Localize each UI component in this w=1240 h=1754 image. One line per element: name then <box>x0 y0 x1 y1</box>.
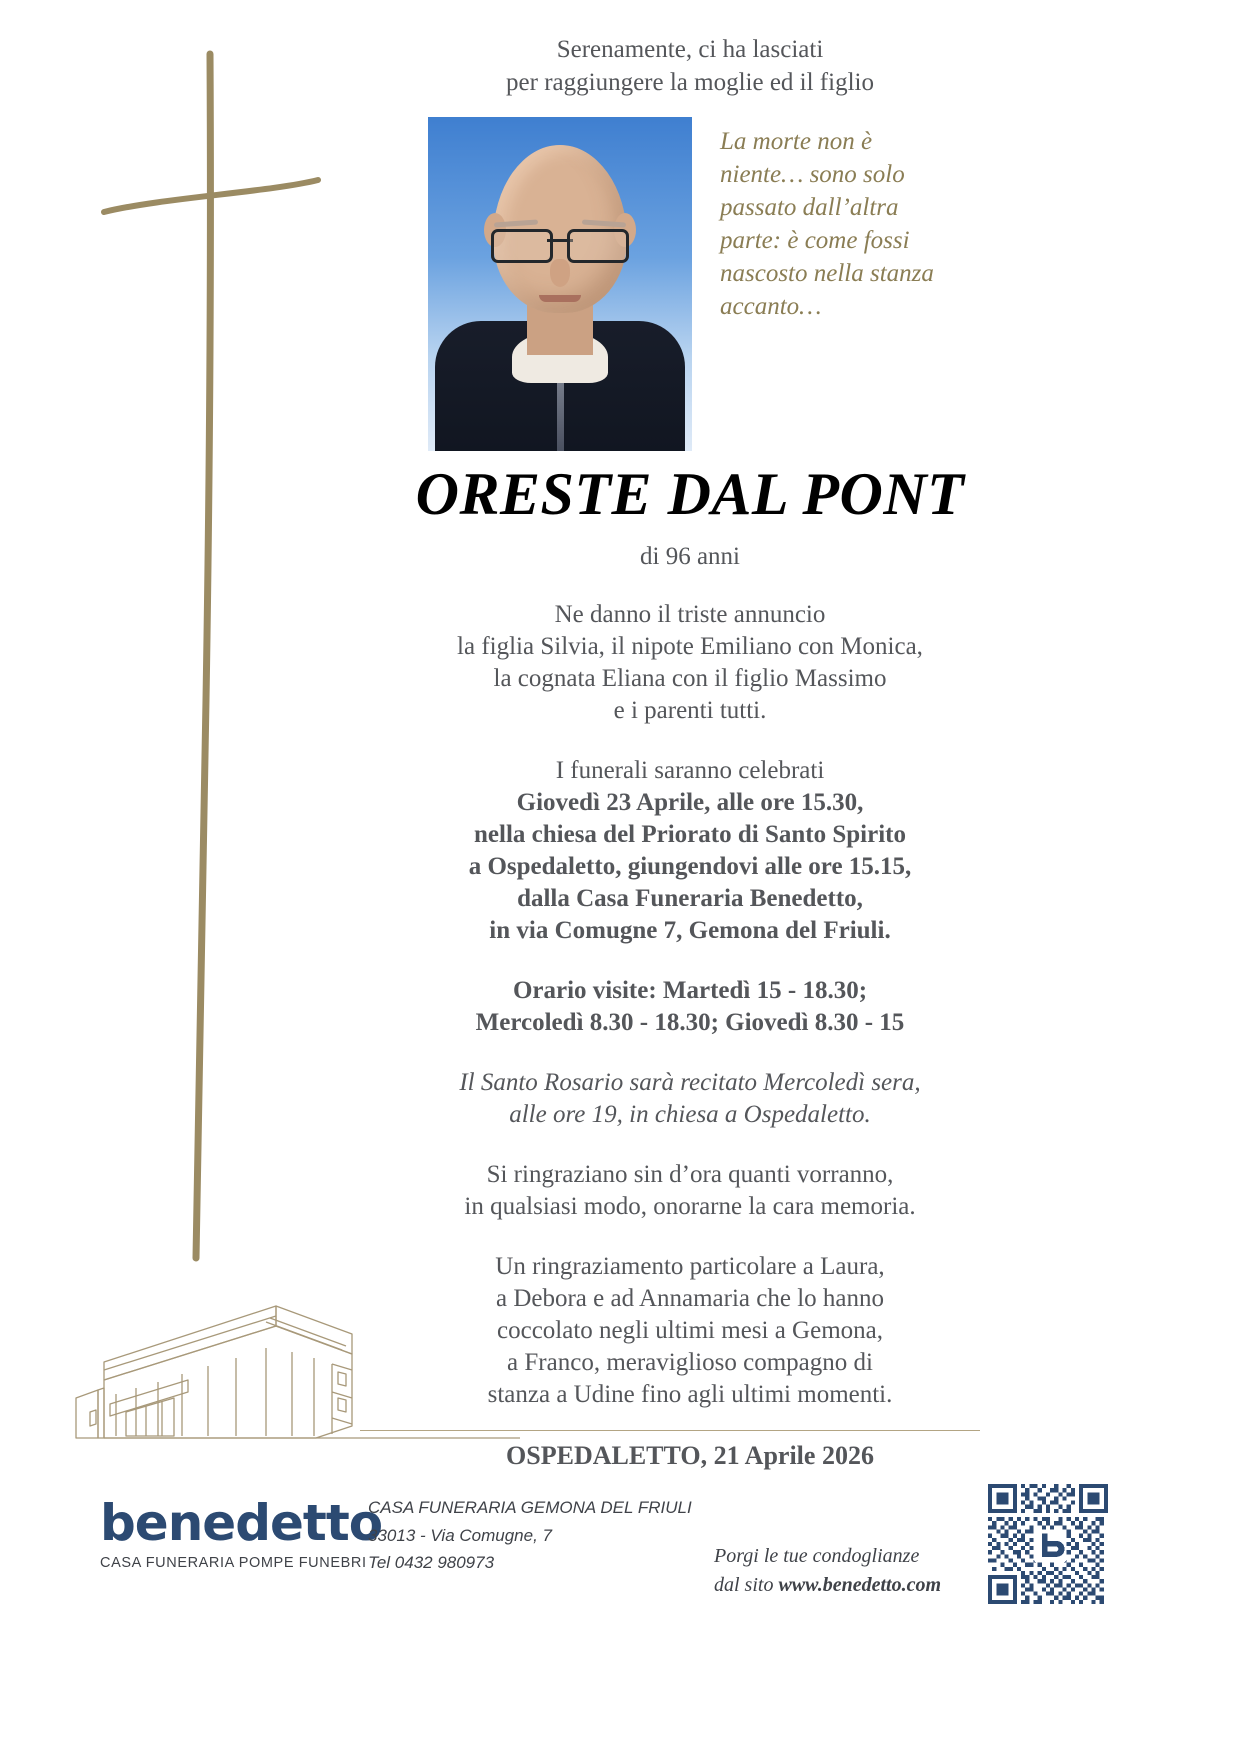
thanks-note <box>360 1159 1020 1223</box>
condolences-line: Porgi le tue condoglianze <box>714 1545 920 1567</box>
deceased-age: di 96 anni <box>640 542 740 570</box>
page-footer <box>0 1470 1240 1754</box>
funeral-line: a Ospedaletto, giungendovi alle ore 15.15, <box>468 852 912 880</box>
memorial-quote: La morte non è niente… sono solo passato dall’altra parte: è come fossi nascosto nella stanza accanto… <box>720 128 934 320</box>
intro-text <box>360 34 1020 99</box>
footer-divider <box>360 1430 980 1431</box>
funeral-line: nella chiesa del Priorato di Santo Spirito <box>474 820 906 848</box>
funeral-intro-line: I funerali saranno celebrati <box>555 756 825 784</box>
portrait-mouth <box>539 295 581 302</box>
cross-illustration <box>60 40 360 1300</box>
intro-line: per raggiungere la moglie ed il figlio <box>506 68 874 96</box>
family-line: e i parenti tutti. <box>613 696 767 724</box>
logo-wordmark: benedetto <box>100 1494 383 1552</box>
portrait-and-quote-row <box>360 117 1020 457</box>
visiting-line: Mercoledì 8.30 - 18.30; Giovedì 8.30 - 15 <box>475 1008 905 1036</box>
funeral-line: Giovedì 23 Aprile, alle ore 15.30, <box>516 788 864 816</box>
portrait-eyeglasses <box>491 229 629 259</box>
condolences-line <box>714 1571 941 1600</box>
company-address <box>368 1494 692 1577</box>
condolences-invite <box>714 1542 941 1600</box>
condolences-prefix: dal sito <box>714 1574 779 1596</box>
logo-tagline: CASA FUNERARIA POMPE FUNEBRI <box>100 1555 367 1571</box>
family-line: Ne danno il triste annuncio <box>554 600 826 628</box>
address-line: 33013 - Via Comugne, 7 <box>368 1525 552 1545</box>
rosary-line: alle ore 19, in chiesa a Ospedaletto. <box>509 1100 871 1128</box>
portrait-lens-right <box>567 229 629 263</box>
funeral-line: in via Comugne 7, Gemona del Friuli. <box>489 916 891 944</box>
family-line: la cognata Eliana con il figlio Massimo <box>493 664 887 692</box>
funeral-line: dalla Casa Funeraria Benedetto, <box>517 884 863 912</box>
portrait-nose <box>550 259 570 287</box>
place-and-date: OSPEDALETTO, 21 Aprile 2026 <box>506 1440 874 1470</box>
special-thanks-line: coccolato negli ultimi mesi a Gemona, <box>497 1316 883 1344</box>
rosary-line: Il Santo Rosario sarà recitato Mercoledì sera, <box>459 1068 921 1096</box>
family-line: la figlia Silvia, il nipote Emiliano con Monica, <box>457 632 923 660</box>
deceased-name: ORESTE DAL PONT <box>415 461 965 527</box>
thanks-line: in qualsiasi modo, onorarne la cara memoria. <box>464 1192 916 1220</box>
special-thanks-line: Un ringraziamento particolare a Laura, <box>495 1252 885 1280</box>
special-thanks-line: a Franco, meraviglioso compagno di <box>507 1348 873 1376</box>
address-line: Tel 0432 980973 <box>368 1553 495 1573</box>
address-line: CASA FUNERARIA GEMONA DEL FRIULI <box>368 1498 692 1517</box>
website-link[interactable]: www.benedetto.com <box>778 1574 942 1596</box>
funeral-details <box>360 755 1020 947</box>
benedetto-logo <box>100 1494 383 1571</box>
announcement-body <box>360 0 1020 1471</box>
portrait-lens-left <box>491 229 553 263</box>
rosary-notice <box>360 1067 1020 1131</box>
portrait-photo <box>428 117 692 451</box>
intro-line: Serenamente, ci ha lasciati <box>556 36 824 63</box>
thanks-line: Si ringraziano sin d’ora quanti vorranno, <box>486 1160 894 1188</box>
qr-code[interactable] <box>988 1484 1108 1604</box>
special-thanks-line: a Debora e ad Annamaria che lo hanno <box>495 1284 885 1312</box>
funeral-home-building-illustration <box>70 1300 520 1460</box>
visiting-hours <box>360 975 1020 1039</box>
visiting-line: Orario visite: Martedì 15 - 18.30; <box>512 976 868 1004</box>
special-thanks-line: stanza a Udine fino agli ultimi momenti. <box>487 1380 893 1408</box>
family-announcement <box>360 599 1020 727</box>
